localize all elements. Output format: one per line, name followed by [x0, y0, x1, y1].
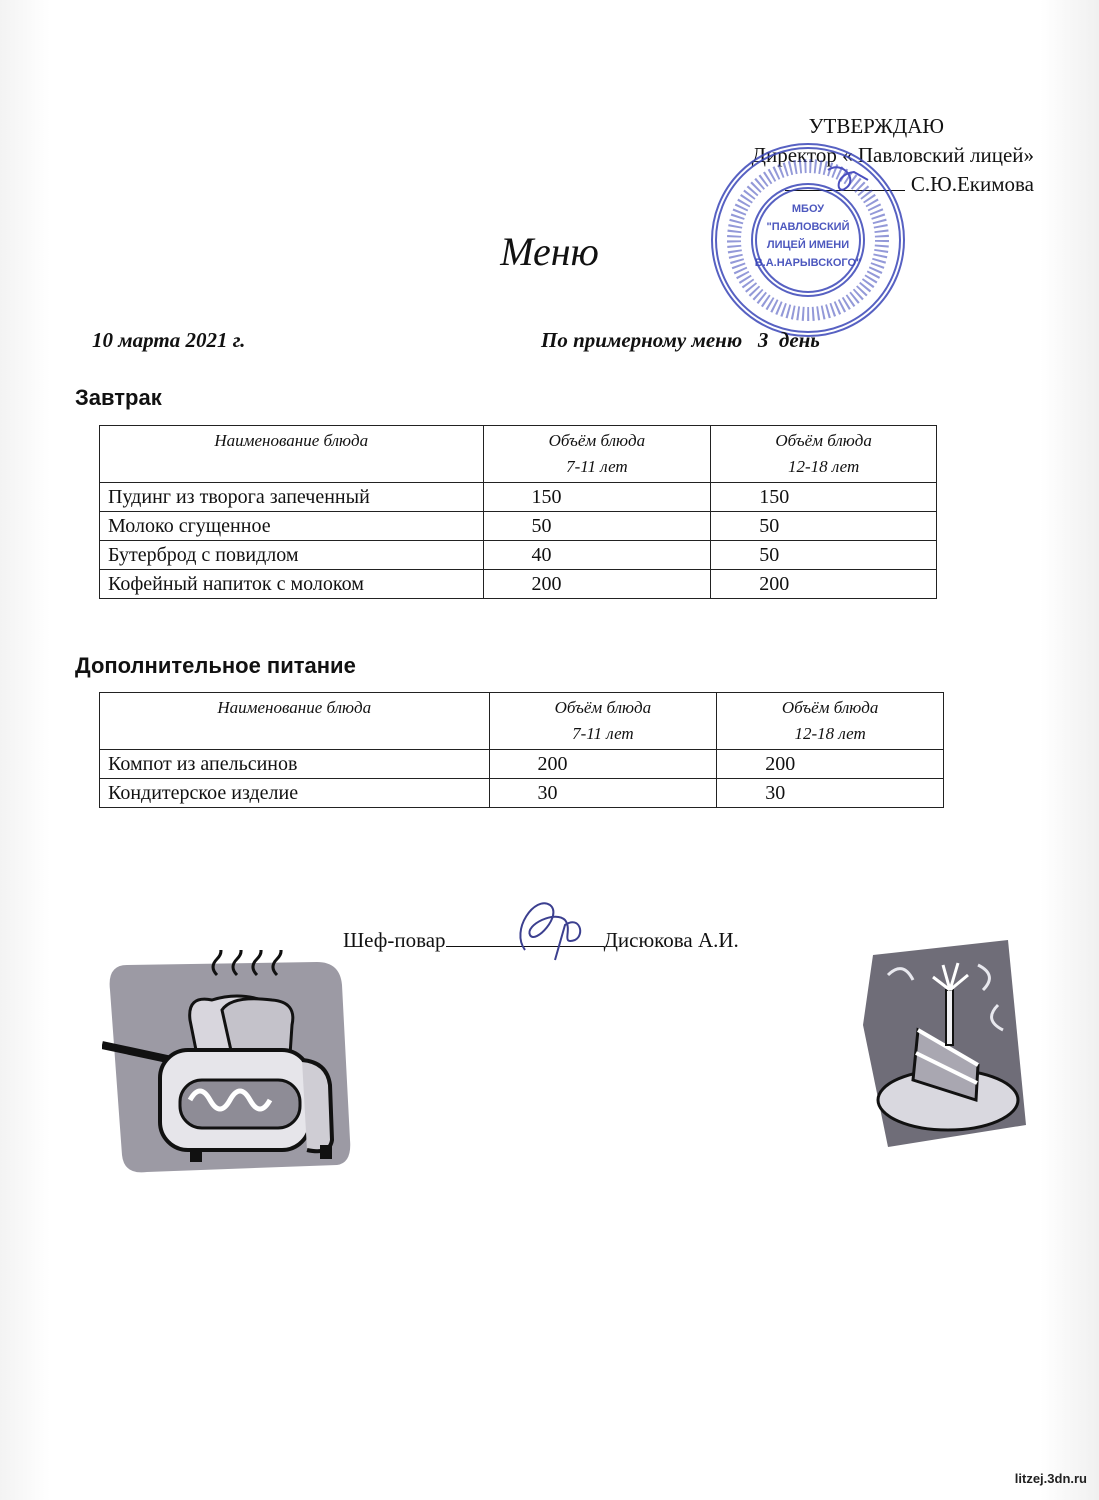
extra-table	[99, 692, 944, 808]
site-watermark: litzej.3dn.ru	[1014, 1471, 1087, 1486]
breakfast-title: Завтрак	[75, 385, 162, 410]
volume-older: 50	[711, 541, 937, 570]
volume-older: 200	[711, 570, 937, 599]
table-row	[100, 779, 944, 808]
header-dish: Наименование блюда	[100, 693, 490, 750]
table-header-row	[100, 426, 937, 483]
approval-heading: УТВЕРЖДАЮ	[808, 114, 944, 138]
volume-older: 50	[711, 512, 937, 541]
approval-position: Директор « Павловский лицей»	[751, 143, 1034, 167]
chef-signature-icon	[505, 890, 605, 970]
chef-role: Шеф-повар	[343, 928, 446, 952]
volume-young: 150	[483, 483, 711, 512]
extra-title: Дополнительное питание	[75, 653, 356, 678]
volume-young: 40	[483, 541, 711, 570]
dish-name: Молоко сгущенное	[100, 512, 484, 541]
chef-name: Дисюкова А.И.	[603, 928, 739, 952]
dish-name: Кондитерское изделие	[100, 779, 490, 808]
table-row	[100, 570, 937, 599]
stamp-line-1: МБОУ	[791, 203, 825, 215]
dish-name: Кофейный напиток с молоком	[100, 570, 484, 599]
cake-icon	[858, 935, 1028, 1150]
volume-older: 150	[711, 483, 937, 512]
table-row	[100, 483, 937, 512]
header-volume-young: Объём блюда 7-11 лет	[489, 693, 717, 750]
header-volume-older: Объём блюда 12-18 лет	[711, 426, 937, 483]
stamp-line-4: В.А.НАРЫВСКОГО"	[754, 257, 862, 269]
dish-name: Бутерброд с повидлом	[100, 541, 484, 570]
approval-name: С.Ю.Екимова	[910, 172, 1034, 196]
toaster-icon	[102, 950, 357, 1180]
dish-name: Компот из апельсинов	[100, 750, 490, 779]
table-header-row	[100, 693, 944, 750]
volume-young: 30	[489, 779, 717, 808]
header-volume-older: Объём блюда 12-18 лет	[717, 693, 944, 750]
stamp-line-2: "ПАВЛОВСКИЙ	[766, 221, 850, 233]
table-row	[100, 512, 937, 541]
volume-young: 200	[489, 750, 717, 779]
volume-young: 200	[483, 570, 711, 599]
menu-date: 10 марта 2021 г.	[92, 328, 246, 352]
table-row	[100, 750, 944, 779]
page-title: Меню	[500, 229, 599, 274]
menu-reference: По примерному меню 3 день	[541, 328, 820, 352]
header-dish: Наименование блюда	[100, 426, 484, 483]
volume-older: 200	[717, 750, 944, 779]
table-row	[100, 541, 937, 570]
stamp-line-3: ЛИЦЕЙ ИМЕНИ	[766, 239, 850, 251]
breakfast-table	[99, 425, 937, 599]
volume-older: 30	[717, 779, 944, 808]
header-volume-young: Объём блюда 7-11 лет	[483, 426, 711, 483]
volume-young: 50	[483, 512, 711, 541]
dish-name: Пудинг из творога запеченный	[100, 483, 484, 512]
